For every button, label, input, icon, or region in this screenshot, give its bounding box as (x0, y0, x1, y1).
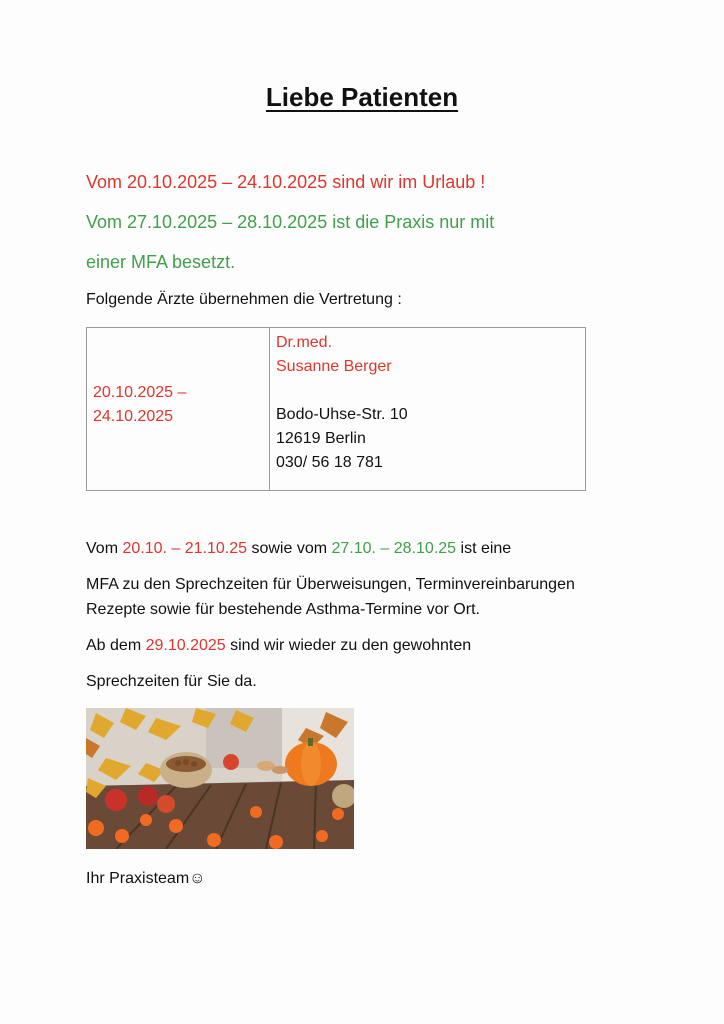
return-notice-line1 (86, 637, 471, 655)
para3-suffix: sind wir wieder zu den gewohnten (225, 637, 472, 654)
substitute-intro: Folgende Ärzte übernehmen die Vertretung : (86, 291, 402, 308)
page-title: Liebe Patienten (265, 82, 459, 112)
autumn-photo (86, 708, 354, 849)
mfa-hours-line1 (86, 540, 511, 558)
mfa-notice-line2: einer MFA besetzt. (86, 252, 236, 272)
date-range-end: 24.10.2025 (93, 408, 174, 425)
para1-suffix: ist eine (456, 540, 512, 557)
mfa-hours-line3: Rezepte sowie für bestehende Asthma-Termine vor Ort. (86, 601, 480, 618)
return-date: 29.10.2025 (145, 637, 226, 654)
para1-prefix: Vom (86, 540, 123, 557)
mfa-notice-line1: Vom 27.10.2025 – 28.10.2025 ist die Praxis nur mit (86, 212, 495, 232)
doctor-city: 12619 Berlin (276, 430, 366, 447)
vacation-notice: Vom 20.10.2025 – 24.10.2025 sind wir im Urlaub ! (86, 172, 486, 192)
doctor-name: Susanne Berger (276, 358, 392, 375)
date-range (93, 381, 186, 429)
table-date-cell (87, 328, 270, 490)
return-notice-line2: Sprechzeiten für Sie da. (86, 673, 257, 690)
mfa-hours-line2: MFA zu den Sprechzeiten für Überweisungen, Terminvereinbarungen (86, 576, 575, 593)
doctor-title: Dr.med. (276, 334, 333, 351)
substitute-table (86, 327, 586, 491)
doctor-street: Bodo-Uhse-Str. 10 (276, 406, 408, 423)
signature: Ihr Praxisteam☺ (86, 870, 206, 887)
para1-range1: 20.10. – 21.10.25 (122, 540, 248, 557)
para1-range2: 27.10. – 28.10.25 (331, 540, 457, 557)
table-doctor-cell (270, 328, 585, 490)
doctor-info (276, 331, 408, 475)
para3-prefix: Ab dem (86, 637, 146, 654)
doctor-phone: 030/ 56 18 781 (276, 454, 383, 471)
date-range-start: 20.10.2025 – (93, 384, 187, 401)
para1-middle: sowie vom (247, 540, 332, 557)
